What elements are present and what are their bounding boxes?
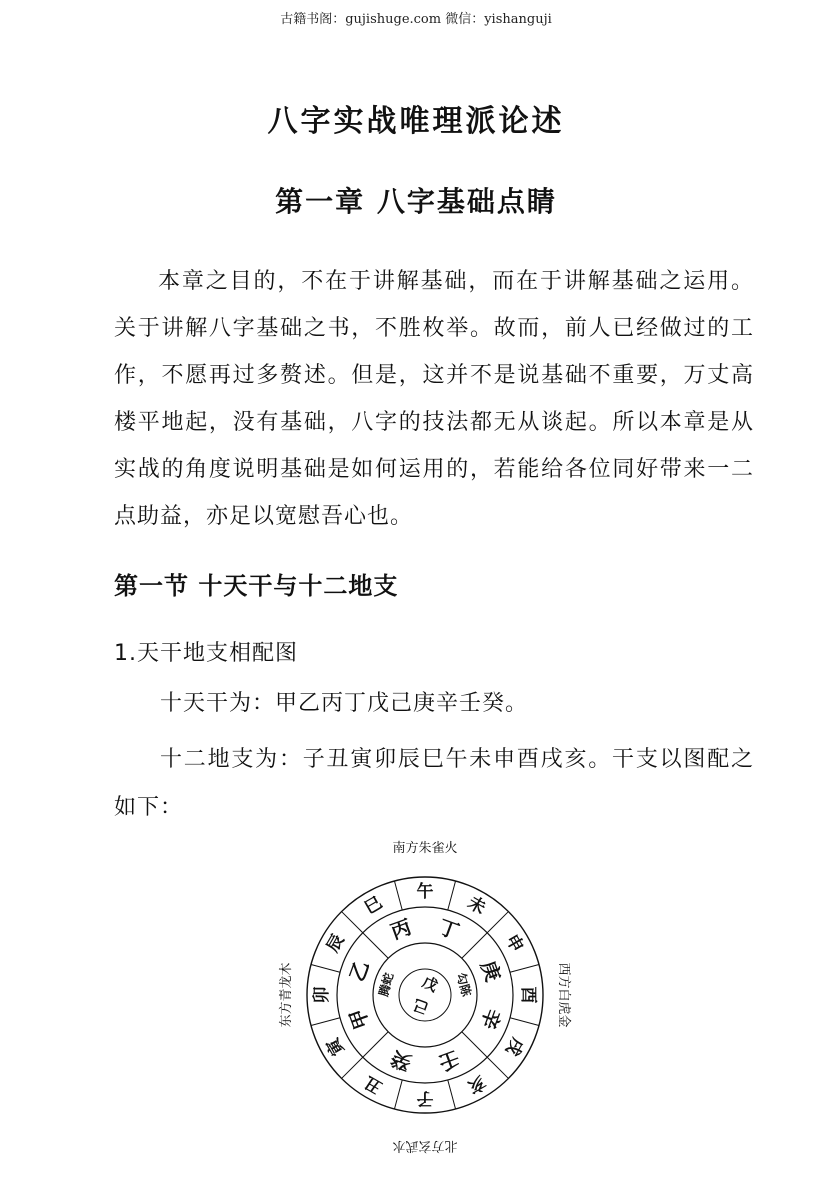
branch-divider [311, 964, 340, 972]
west-label: 西方白虎金 [556, 962, 571, 1028]
branch-label: 子 [416, 1088, 434, 1108]
branch-label: 寅 [322, 1034, 349, 1059]
branch-label: 戌 [501, 1034, 528, 1059]
branch-label: 巳 [361, 892, 386, 919]
stem-label: 庚 [476, 957, 506, 985]
branch-divider [510, 964, 539, 972]
east-label: 东方青龙木 [279, 962, 294, 1028]
branch-divider [487, 912, 508, 933]
book-title: 八字实战唯理派论述 [267, 104, 565, 139]
stem-label: 乙 [344, 957, 374, 985]
intro-paragraph: 本章之目的，不在于讲解基础，而在于讲解基础之运用。关于讲解八字基础之书，不胜枚举。故而，前人已经做过的工作，不愿再过多赘述。但是，这并不是说基础不重要，万丈高楼平地起，没有基础，八字的技法都无从谈起。所以本章是从实战的角度说明基础是如何运用的，若能给各位同好带来一二点助益，亦足以宽慰吾心也。 [114, 269, 754, 529]
branch-divider [394, 1080, 402, 1109]
branch-label: 酉 [518, 986, 538, 1004]
stems-branches-diagram [270, 830, 580, 1160]
chapter-title: 第一章 八字基础点睛 [275, 185, 557, 218]
south-label: 南方朱雀火 [392, 841, 458, 856]
stem-divider [363, 1032, 388, 1057]
heavenly-stems-line: 十天干为：甲乙丙丁戊己庚辛壬癸。 [160, 691, 529, 716]
branch-label: 丑 [361, 1071, 386, 1098]
branch-divider [510, 1018, 539, 1026]
stem-label: 丁 [435, 914, 463, 944]
center-stem-label: 己 [410, 995, 432, 1018]
branch-label: 午 [416, 882, 434, 902]
center-spirit-label: 勾陈 [453, 971, 474, 999]
item-title: 1.天干地支相配图 [114, 641, 298, 666]
branch-label: 卯 [312, 986, 332, 1004]
branch-label: 申 [501, 931, 528, 956]
stem-label: 甲 [344, 1005, 374, 1033]
branch-divider [342, 912, 363, 933]
branch-divider [487, 1057, 508, 1078]
branch-divider [448, 1080, 456, 1109]
stem-label: 辛 [476, 1005, 506, 1033]
branch-divider [342, 1057, 363, 1078]
stem-label: 癸 [387, 1046, 415, 1076]
stem-divider [462, 1032, 487, 1057]
branch-label: 未 [464, 892, 489, 919]
earthly-branches-line: 十二地支为：子丑寅卯辰巳午未申酉戌亥。干支以图配之如下： [114, 747, 754, 820]
branch-divider [448, 881, 456, 910]
branch-divider [311, 1018, 340, 1026]
diagram-spokes [311, 881, 539, 1109]
center-stem-label: 戊 [419, 972, 441, 996]
stem-label: 壬 [435, 1046, 463, 1076]
watermark-text: 古籍书阁：gujishuge.com 微信：yishanguji [280, 12, 552, 27]
branch-label: 亥 [464, 1071, 489, 1098]
center-spirit-label: 腾蛇 [376, 971, 397, 999]
center-stems [376, 970, 475, 1017]
branch-divider [394, 881, 402, 910]
branch-label: 辰 [322, 931, 349, 956]
stem-label: 丙 [387, 914, 415, 944]
stem-divider [462, 933, 487, 958]
north-label: 北方玄武水 [392, 1138, 458, 1153]
section-title: 第一节 十天干与十二地支 [114, 571, 399, 600]
stem-divider [363, 933, 388, 958]
